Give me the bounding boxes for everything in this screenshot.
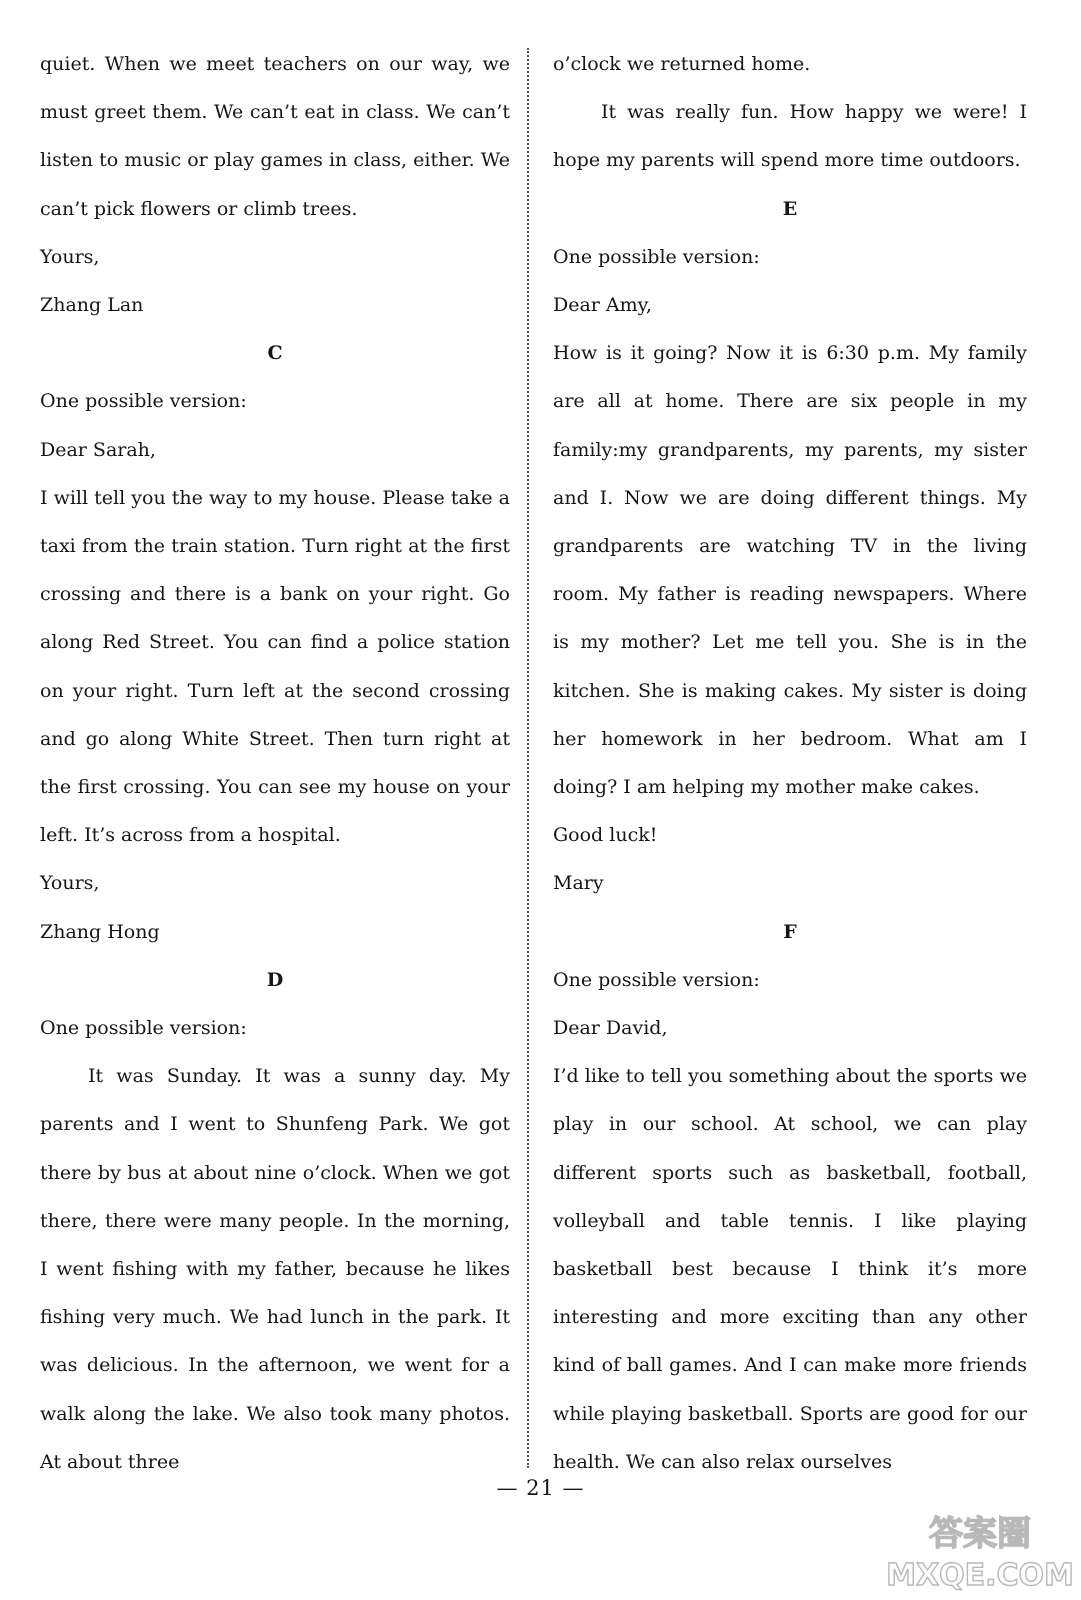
e-body: How is it going? Now it is 6:30 p.m. My family are all at home. There are six people in my family:my grandparents, my parents, my sister and I. Now we are doing different things. My grandparents are watching TV in the living room. My father is reading newspapers. Where is my mother? Let me tell you. She is in the kitchen. She is making cakes. My sister is doing her homework in her bedroom. What am I doing? I am helping my mother make cakes. xyxy=(553,342,1027,799)
f-body: I’d like to tell you something about the sports we play in our school. At school, we can play different sports such as basketball, football, volleyball and table tennis. I like playing basketball best because I think it’s more interesting and more exciting than any other kind of ball games. And I can make more friends while playing basketball. Sports are good for our health. We can also relax ourselves xyxy=(553,1065,1027,1473)
b-signature: Zhang Lan xyxy=(40,294,144,317)
section-heading-f: F xyxy=(783,920,797,943)
left-column xyxy=(40,40,510,1486)
c-intro: One possible version: xyxy=(40,390,247,413)
section-heading-d: D xyxy=(266,968,284,991)
b-closing: Yours, xyxy=(40,245,100,268)
watermark-text-bottom: MXQE.COM xyxy=(886,1558,1074,1593)
page-number: — 21 — xyxy=(496,1476,585,1500)
f-greeting: Dear David, xyxy=(553,1017,668,1040)
c-body: I will tell you the way to my house. Please take a taxi from the train station. Turn right at the first crossing and there is a bank on your right. Go along Red Street. You can find a police station on your right. Turn left at the second crossing and go along White Street. Then turn right at the first crossing. You can see my house on your left. It’s across from a hospital. xyxy=(40,486,510,847)
e-greeting: Dear Amy, xyxy=(553,294,652,317)
d-body: It was Sunday. It was a sunny day. My parents and I went to Shunfeng Park. We got there by bus at about nine o’clock. When we got there, there were many people. In the morning, I went fishing with my father, because he likes fishing very much. We had lunch in the park. It was delicious. In the afternoon, we went for a walk along the lake. We also took many photos. At about three xyxy=(40,1065,510,1473)
d-conclusion: It was really fun. How happy we were! I hope my parents will spend more time outdoors. xyxy=(553,101,1027,172)
section-heading-c: C xyxy=(267,342,283,365)
watermark-text-top: 答案圈 xyxy=(929,1514,1031,1554)
c-greeting: Dear Sarah, xyxy=(40,438,156,461)
watermark-logo xyxy=(885,1505,1075,1595)
e-closing: Good luck! xyxy=(553,824,658,847)
f-intro: One possible version: xyxy=(553,968,760,991)
e-signature: Mary xyxy=(553,872,604,895)
d-body-tail: o’clock we returned home. xyxy=(553,53,811,75)
section-heading-e: E xyxy=(782,197,798,220)
c-closing: Yours, xyxy=(40,872,100,895)
c-signature: Zhang Hong xyxy=(40,920,160,943)
column-divider xyxy=(527,48,529,1468)
b-letter-body-tail: quiet. When we meet teachers on our way, we must greet them. We can’t eat in class. We can’t listen to music or play games in class, either. We can’t pick flowers or climb trees. xyxy=(40,53,510,220)
d-intro: One possible version: xyxy=(40,1017,247,1040)
e-intro: One possible version: xyxy=(553,245,760,268)
right-column xyxy=(553,40,1027,1486)
